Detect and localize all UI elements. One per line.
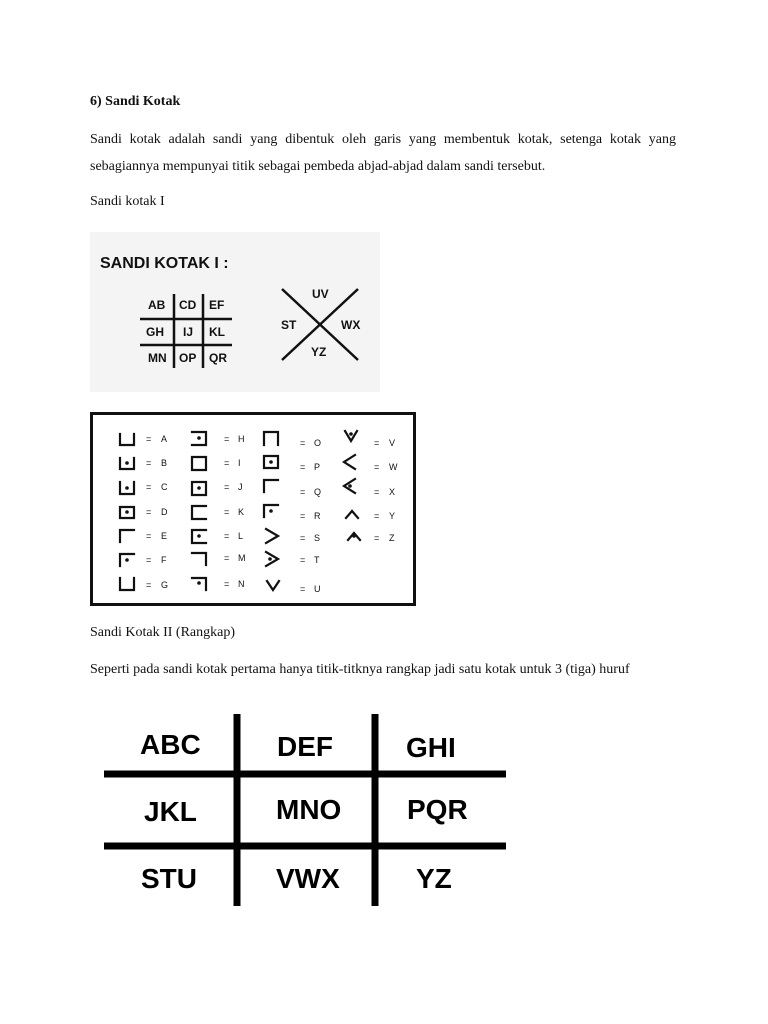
sym-label-q: Q [314, 487, 322, 497]
svg-text:=: = [146, 507, 152, 517]
svg-text:=: = [300, 462, 306, 472]
cell-kl: KL [209, 325, 225, 339]
x-label-uv: UV [312, 287, 329, 301]
grid2-cell-yz: YZ [416, 863, 452, 894]
sym-label-h: H [238, 434, 245, 444]
svg-text:=: = [374, 462, 380, 472]
figure-sandi-kotak-2 [100, 710, 510, 910]
grid2-cell-jkl: JKL [144, 796, 197, 827]
cell-gh: GH [146, 325, 164, 339]
grid2-cell-abc: ABC [140, 729, 201, 760]
sym-label-c: C [161, 482, 168, 492]
cell-ab: AB [148, 298, 166, 312]
svg-text:=: = [374, 438, 380, 448]
sym-label-d: D [161, 507, 168, 517]
grid2-cell-vwx: VWX [276, 863, 340, 894]
svg-text:=: = [146, 531, 152, 541]
sym-label-m: M [238, 553, 246, 563]
svg-text:=: = [300, 584, 306, 594]
sym-label-x: X [389, 487, 396, 497]
sym-label-w: W [389, 462, 398, 472]
sym-label-i: I [238, 458, 241, 468]
sym-label-z: Z [389, 533, 395, 543]
sym-label-y: Y [389, 511, 396, 521]
svg-text:=: = [374, 487, 380, 497]
sym-label-e: E [161, 531, 168, 541]
sym-label-v: V [389, 438, 396, 448]
svg-text:=: = [224, 434, 230, 444]
svg-text:=: = [374, 511, 380, 521]
grid2-cell-stu: STU [141, 863, 197, 894]
label-sandi-kotak-2: Sandi Kotak II (Rangkap) [90, 625, 236, 640]
grid2-cell-mno: MNO [276, 794, 342, 825]
svg-text:=: = [300, 533, 306, 543]
sym-label-j: J [238, 482, 243, 492]
svg-text:=: = [146, 555, 152, 565]
svg-text:=: = [146, 434, 152, 444]
svg-text:=: = [300, 555, 306, 565]
svg-text:=: = [300, 511, 306, 521]
sym-label-o: O [314, 438, 322, 448]
sym-label-l: L [238, 531, 244, 541]
sym-label-f: F [161, 555, 167, 565]
svg-text:=: = [224, 507, 230, 517]
svg-text:=: = [146, 458, 152, 468]
svg-text:=: = [146, 482, 152, 492]
cell-ij: IJ [183, 325, 194, 339]
sym-label-n: N [238, 579, 245, 589]
svg-text:=: = [224, 553, 230, 563]
svg-text:=: = [300, 487, 306, 497]
label-sandi-kotak-1: Sandi kotak I [90, 194, 165, 209]
cell-op: OP [179, 351, 197, 365]
figure-symbol-table [90, 412, 416, 606]
grid2-cell-def: DEF [277, 731, 333, 762]
svg-text:=: = [374, 533, 380, 543]
svg-text:=: = [300, 438, 306, 448]
sym-label-b: B [161, 458, 168, 468]
svg-text:=: = [224, 531, 230, 541]
section-heading: 6) Sandi Kotak [90, 94, 181, 109]
sym-label-s: S [314, 533, 321, 543]
x-label-st: ST [281, 318, 297, 332]
sym-label-g: G [161, 580, 169, 590]
figure1-title: SANDI KOTAK I : [100, 255, 229, 272]
cell-ef: EF [209, 298, 225, 312]
sym-label-u: U [314, 584, 321, 594]
svg-text:=: = [224, 579, 230, 589]
cell-cd: CD [179, 298, 197, 312]
svg-text:=: = [146, 580, 152, 590]
x-label-wx: WX [341, 318, 361, 332]
sym-label-k: K [238, 507, 245, 517]
cell-qr: QR [209, 351, 227, 365]
sym-label-p: P [314, 462, 321, 472]
sym-label-r: R [314, 511, 321, 521]
figure-sandi-kotak-1 [90, 232, 380, 392]
grid2-cell-pqr: PQR [407, 794, 468, 825]
sym-label-a: A [161, 434, 168, 444]
intro-paragraph: Sandi kotak adalah sandi yang dibentuk oleh garis yang membentuk kotak, setenga kotak yang sebagiannya mempunyai titik sebagai pembeda abjad-abjad dalam sandi tersebut. [90, 132, 676, 174]
svg-text:=: = [224, 482, 230, 492]
cell-mn: MN [148, 351, 167, 365]
x-label-yz: YZ [311, 345, 327, 359]
grid2-cell-ghi: GHI [406, 732, 456, 763]
svg-text:=: = [224, 458, 230, 468]
desc-sandi-kotak-2: Seperti pada sandi kotak pertama hanya titik-titknya rangkap jadi satu kotak untuk 3 (tiga) huruf [90, 662, 630, 677]
sym-label-t: T [314, 555, 320, 565]
